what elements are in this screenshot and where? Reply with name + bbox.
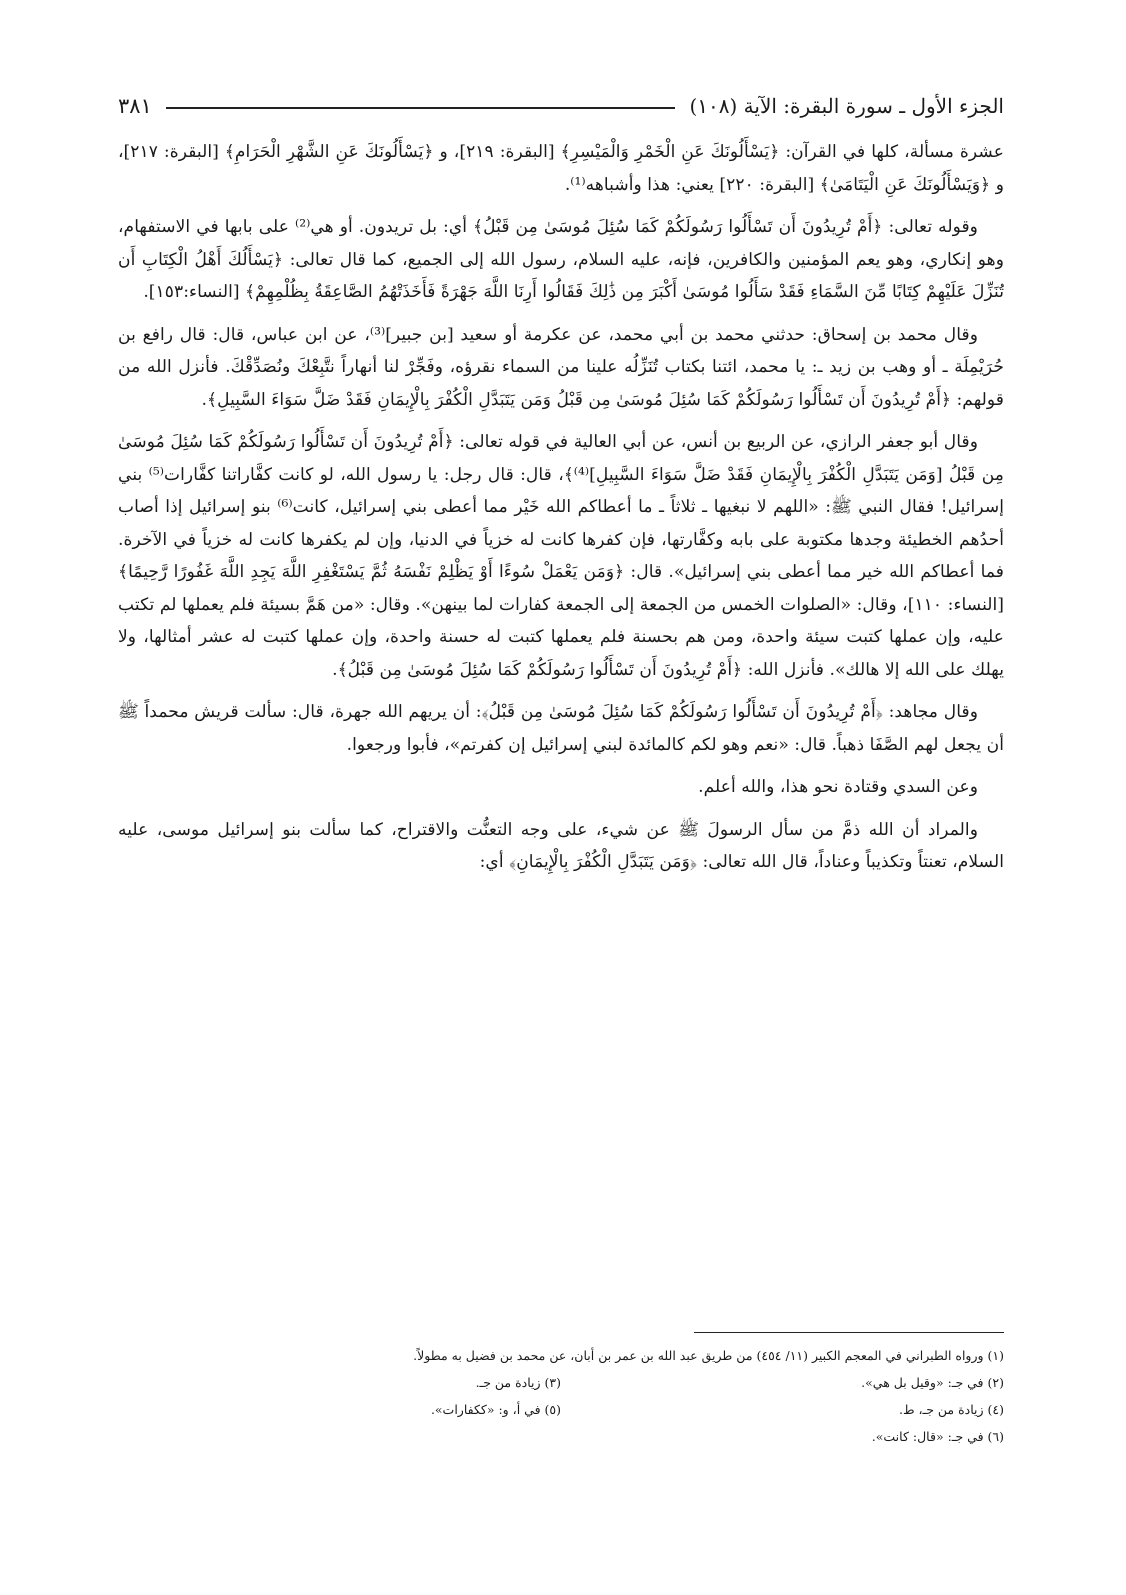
footnote-5: (٥) في أ، و: «ككفارات». (430, 1402, 561, 1417)
footnote-2: (٢) في جـ: «وقيل بل هي». (861, 1375, 1004, 1390)
footnote-divider (694, 1332, 1004, 1333)
paragraph-1: عشرة مسألة، كلها في القرآن: ﴿يَسْأَلُونَكَ عَنِ الْخَمْرِ وَالْمَيْسِرِ﴾ [البقرة: ٢١٩]، و ﴿يَسْأَلُونَكَ عَنِ الشَّهْرِ الْحَرَامِ﴾ [البقرة: ٢١٧]، و ﴿وَيَسْأَلُونَكَ عَنِ الْيَتَامَىٰ﴾ [البقرة: ٢٢٠] يعني: هذا وأشباهه⁽¹⁾. (118, 142, 1004, 195)
page-number: ٣٨١ (118, 94, 152, 118)
paragraph-5: وقال مجاهد: ﴿أَمْ تُرِيدُونَ أَن تَسْأَلُوا رَسُولَكُمْ كَمَا سُئِلَ مُوسَىٰ مِن قَبْلُ﴾: أن يريهم الله جهرة، قال: سألت قريش محمداً ﷺ أن يجعل لهم الصَّفَا ذهباً. قال: «نعم وهو لكم كالمائدة لبني إسرائيل إن كفرتم»، فأبوا ورجعوا. (118, 702, 1004, 755)
paragraph-6: وعن السدي وقتادة نحو هذا، والله أعلم. (698, 777, 978, 797)
footnote-row (118, 1396, 1004, 1423)
paragraph-7: والمراد أن الله ذمَّ من سأل الرسولَ ﷺ عن شيء، على وجه التعنُّت والاقتراح، كما سألت بنو إسرائيل موسى، عليه السلام، تعنتاً وتكذيباً وعناداً، قال الله تعالى: ﴿وَمَن يَتَبَدَّلِ الْكُفْرَ بِالْإِيمَانِ﴾ أي: (118, 819, 1004, 872)
footnote-row (118, 1369, 1004, 1396)
paragraph-4: وقال أبو جعفر الرازي، عن الربيع بن أنس، عن أبي العالية في قوله تعالى: ﴿أَمْ تُرِيدُونَ أَن تَسْأَلُوا رَسُولَكُمْ كَمَا سُئِلَ مُوسَىٰ مِن قَبْلُ [وَمَن يَتَبَدَّلِ الْكُفْرَ بِالْإِيمَانِ فَقَدْ ضَلَّ سَوَاءَ السَّبِيلِ]⁽⁴⁾﴾، قال: قال رجل: يا رسول الله، لو كانت كفَّاراتنا كفَّارات⁽⁵⁾ بني إسرائيل! فقال النبي ﷺ: «اللهم لا نبغيها ـ ثلاثاً ـ ما أعطاكم الله خَيْر مما أعطى بني إسرائيل، كانت⁽⁶⁾ بنو إسرائيل إذا أصاب أحدُهم الخطيئة وجدها مكتوبة على بابه وكفَّارتها، فإن كفرها كانت له خزياً في الدنيا، وإن لم يكفرها كانت له خزياً في الآخرة. فما أعطاكم الله خير مما أعطى بني إسرائيل». قال: ﴿وَمَن يَعْمَلْ سُوءًا أَوْ يَظْلِمْ نَفْسَهُ ثُمَّ يَسْتَغْفِرِ اللَّهَ يَجِدِ اللَّهَ غَفُورًا رَّحِيمًا﴾ [النساء: ١١٠]، وقال: «الصلوات الخمس من الجمعة إلى الجمعة كفارات لما بينهن». وقال: «من هَمَّ بسيئة فلم يعملها لم تكتب عليه، وإن عملها كتبت سيئة واحدة، ومن هم بحسنة فلم يعملها كتبت له حسنة واحدة، وإن عملها كتبت له عشر أمثالها، ولا يهلك على الله إلا هالك». فأنزل الله: ﴿أَمْ تُرِيدُونَ أَن تَسْأَلُوا رَسُولَكُمْ كَمَا سُئِلَ مُوسَىٰ مِن قَبْلُ﴾. (118, 432, 1004, 680)
footnote-3: (٣) زيادة من جـ. (475, 1375, 561, 1390)
paragraph-3: وقال محمد بن إسحاق: حدثني محمد بن أبي محمد، عن عكرمة أو سعيد [بن جبير]⁽³⁾، عن ابن عباس، قال: قال رافع بن حُرَيْمِلَة ـ أو وهب بن زيد ـ: يا محمد، ائتنا بكتاب تُنَزِّلُه علينا من السماء نقرؤه، وفَجِّرْ لنا أنهاراً نتَّبِعْكَ ونُصَدِّقْكَ. فأنزل الله من قولهم: ﴿أَمْ تُرِيدُونَ أَن تَسْأَلُوا رَسُولَكُمْ كَمَا سُئِلَ مُوسَىٰ مِن قَبْلُ وَمَن يَتَبَدَّلِ الْكُفْرَ بِالْإِيمَانِ فَقَدْ ضَلَّ سَوَاءَ السَّبِيلِ﴾. (118, 324, 1004, 410)
footnote-4: (٤) زيادة من جـ، ط. (899, 1402, 1004, 1417)
footnote-6: (٦) في جـ: «قال: كانت». (871, 1429, 1004, 1444)
header-rule (166, 107, 676, 109)
header-title: الجزء الأول ـ سورة البقرة: الآية (١٠٨) (689, 94, 1004, 118)
footnote-row (118, 1423, 1004, 1450)
footnotes (118, 1342, 1004, 1450)
paragraph-2: وقوله تعالى: ﴿أَمْ تُرِيدُونَ أَن تَسْأَلُوا رَسُولَكُمْ كَمَا سُئِلَ مُوسَىٰ مِن قَبْلُ﴾ أي: بل تريدون. أو هي⁽²⁾ على بابها في الاستفهام، وهو إنكاري، وهو يعم المؤمنين والكافرين، فإنه، عليه السلام، رسول الله إلى الجميع، كما قال تعالى: ﴿يَسْأَلُكَ أَهْلُ الْكِتَابِ أَن تُنَزِّلَ عَلَيْهِمْ كِتَابًا مِّنَ السَّمَاءِ فَقَدْ سَأَلُوا مُوسَىٰ أَكْبَرَ مِن ذَٰلِكَ فَقَالُوا أَرِنَا اللَّهَ جَهْرَةً فَأَخَذَتْهُمُ الصَّاعِقَةُ بِظُلْمِهِمْ﴾ [النساء:١٥٣]. (118, 217, 1004, 302)
main-text (118, 136, 1004, 1310)
footnote-row (118, 1342, 1004, 1369)
footnote-1: (١) ورواه الطبراني في المعجم الكبير (١١/ ٤٥٤) من طريق عبد الله بن عمر بن أبان، عن محمد بن فضيل به مطولاً. (413, 1348, 1004, 1363)
running-header (118, 88, 1004, 124)
